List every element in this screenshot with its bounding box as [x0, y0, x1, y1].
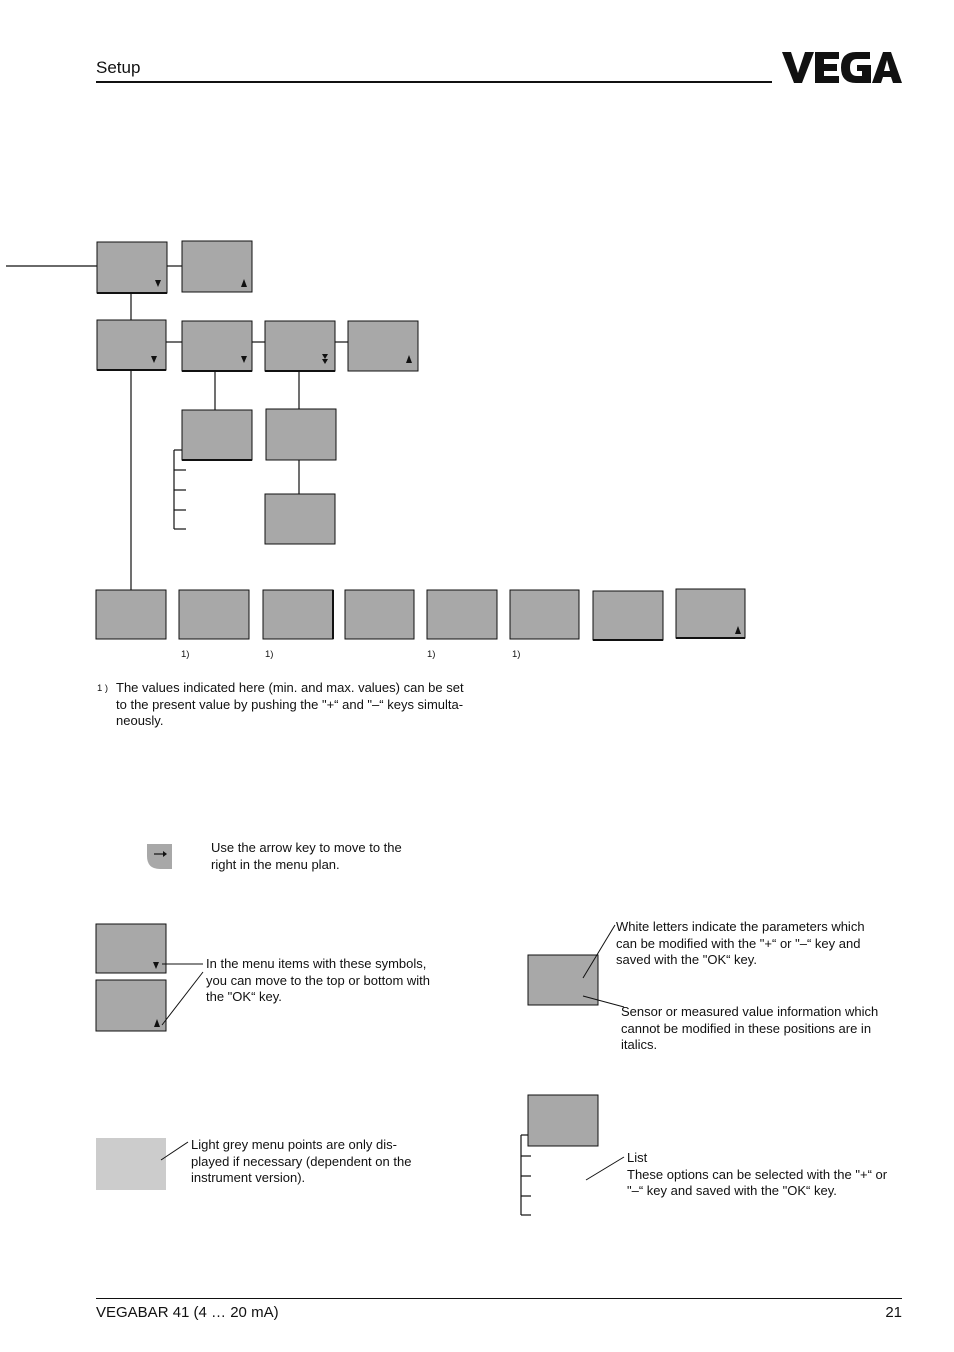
menu-box [593, 591, 663, 640]
legend-white-letters-text: White letters indicate the parameters which can be modified with the "+“ or "–“ key and saved with the "OK“ key. [616, 919, 865, 967]
menu-box [676, 589, 745, 638]
footnote-ref: 1) [265, 649, 274, 660]
menu-box [266, 409, 336, 460]
legend-italics-text: Sensor or measured value information which cannot be modified in these positions are in italics. [621, 1004, 879, 1052]
footer-product: VEGABAR 41 (4 … 20 mA) [96, 1304, 279, 1321]
footnote-ref: 1) [427, 649, 436, 660]
legend-list-text: List These options can be selected with the "+“ or "–“ key and saved with the "OK“ key. [627, 1150, 888, 1198]
right-arrow-key-icon [147, 844, 172, 869]
page-title: Setup [96, 58, 141, 77]
legend-ok-key-text: In the menu items with these symbols, you can move to the top or bottom with the "OK“ key. [206, 956, 431, 1004]
menu-box [265, 494, 335, 544]
menu-box [263, 590, 333, 639]
menu-box [96, 590, 166, 639]
menu-box [182, 321, 252, 371]
menu-box [97, 242, 167, 293]
legend-light-grey-text: Light grey menu points are only dis- played if necessary (dependent on the instrument version). [191, 1137, 412, 1185]
legend-arrow-key-text: Use the arrow key to move to the right in the menu plan. [211, 840, 402, 872]
menu-box [97, 320, 166, 370]
menu-box [182, 410, 252, 460]
menu-box [348, 321, 418, 371]
menu-box [345, 590, 414, 639]
footnote-text: The values indicated here (min. and max. values) can be set to the present value by pushing the "+“ and "–“ keys simulta- neously. [116, 680, 464, 728]
footnote-marker: 1 ) [97, 683, 109, 694]
footnote-ref: 1) [512, 649, 521, 660]
footnote-ref: 1) [181, 649, 190, 660]
menu-box [510, 590, 579, 639]
menu-box [265, 321, 335, 371]
footer-rule [96, 1298, 902, 1299]
page-number: 21 [885, 1304, 902, 1321]
menu-box [182, 241, 252, 292]
menu-box [427, 590, 497, 639]
menu-box [179, 590, 249, 639]
